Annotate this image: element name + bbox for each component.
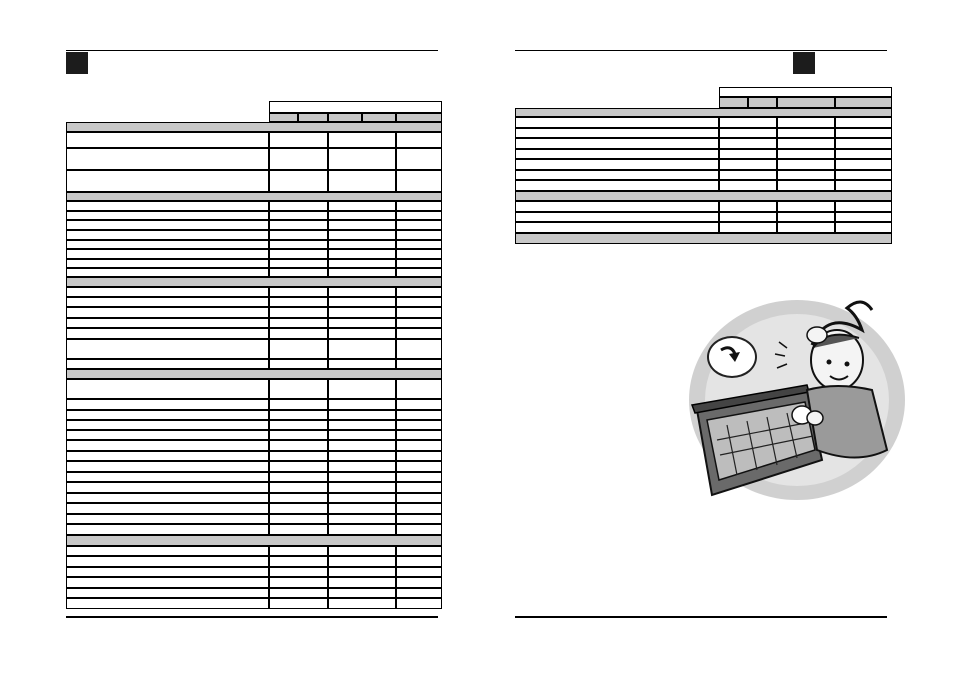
footer-rule: [515, 616, 887, 618]
table-header-cell: [362, 113, 396, 122]
header-rule: [66, 50, 438, 51]
table-header-cell: [269, 113, 298, 122]
footer-rule: [66, 616, 438, 618]
table-header-cell: [328, 113, 362, 122]
table-header-cell: [269, 101, 442, 113]
table-header-cell: [835, 97, 892, 108]
table-outer-border: [515, 108, 892, 244]
table-header-cell: [748, 97, 777, 108]
right-page: [477, 0, 954, 674]
section-marker: [66, 52, 88, 74]
section-marker: [793, 52, 815, 74]
curved-arrow-icon: [709, 338, 751, 372]
table-header-cell: [719, 97, 748, 108]
table-header-cell: [777, 97, 835, 108]
table-outer-border: [66, 122, 442, 609]
table-header-cell: [298, 113, 328, 122]
thought-bubble: [707, 336, 757, 378]
header-rule: [515, 50, 887, 51]
woman-loading-dishwasher-illustration: [687, 290, 907, 505]
table-header-cell: [396, 113, 442, 122]
table-header-cell: [719, 87, 892, 97]
